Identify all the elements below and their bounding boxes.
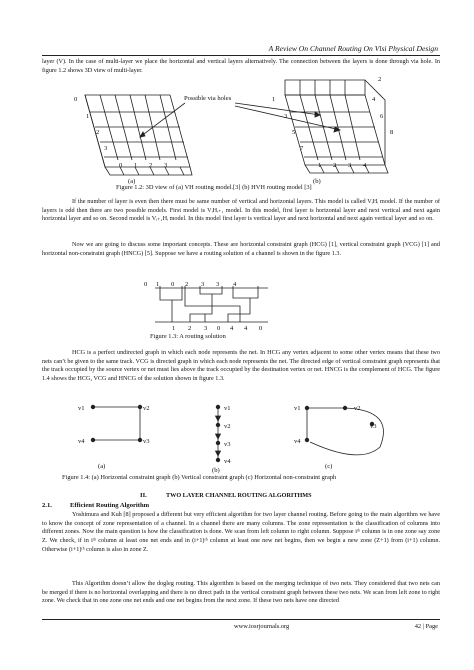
paragraph-layer-models: If the number of layer is even then there must be same number of vertical and horizontal layers. This model is called VᵢHᵢ model. If the number of layers is odd then there are two possible models. First model is VᵢHᵢ₊₁ model. In this model, first layer is horizontal layer and next vertical and next again horizontal layer and so on. Second model is Vᵢ₊₁Hᵢ model. In this model first layer is vertical layer and next horizontal and next again vertical layer and so on. [42,198,440,223]
hncg-v2-label: v2 [354,405,361,412]
graph-b-vcg [216,405,221,462]
bottom-net-num: 1 [172,325,176,332]
right-bottom-num: 4 [363,162,367,169]
hcg-v2-label: v2 [143,405,150,412]
bottom-net-num: 0 [259,325,263,332]
vcg-v3-label: v3 [224,441,231,448]
left-bottom-num: 0 [119,162,123,169]
right-num: 3 [284,113,288,120]
figure-1-3-caption: Figure 1.3: A routing solution [150,333,226,340]
graph-c-hncg [305,406,383,455]
figure-1-4-caption: Figure 1.4: (a) Horizontal constraint graph (b) Vertical constraint graph (c) Horizontal non-constraint graph [62,474,337,481]
bottom-net-num: 0 [217,325,221,332]
left-num: 3 [104,145,108,152]
footer-page: 42 | Page [414,623,438,630]
subsection-number: 2.1. [42,502,52,509]
top-net-num: 3 [201,281,205,288]
vcg-v1-label: v1 [224,405,231,412]
graph-c-label: (c) [325,463,333,470]
paragraph-algorithm-zones: Yoshimura and Kuh [8] proposed a different but very efficient algorithm for two layer channel routing. Before going to the main algorithm we have to know the concept of zone representation of a channel. In a channel there are many columns. The zone representation is the classification of columns into different zones. Now the main question is how the classification is done. We scan from left column to right column. Suppose iᵗʰ column is in one zone say zone Z. We check, if in iᵗʰ column at least one net ends and in (i+1)ᵗʰ column at least one new net begins, then we begin a new zone (Z+1) from (i+1) column. Otherwise (i+1)ᵗʰ column is also in zone Z. [42,511,440,553]
subsection-title: Efficient Routing Algorithm [70,502,150,509]
right-num: 6 [380,113,384,120]
section-title: TWO LAYER CHANNEL ROUTING ALGORITHMS [166,492,312,499]
right-num: 1 [272,96,276,103]
right-num: 7 [300,145,304,152]
left-bottom-num: 2 [149,162,153,169]
hcg-v4-label: v4 [78,438,85,445]
hcg-v3-label: v3 [143,438,150,445]
right-num: 8 [390,129,394,136]
top-net-num: 0 [171,281,175,288]
right-num: 4 [372,96,376,103]
right-bottom-num: 1 [318,162,322,169]
footer-site: www.iosrjournals.org [234,623,290,630]
left-num: 2 [96,129,100,136]
right-bottom-num: 3 [348,162,352,169]
hcg-v1-label: v1 [78,405,85,412]
hncg-v3-label: v3 [370,423,377,430]
bottom-net-num: 3 [204,325,208,332]
left-bottom-num: 3 [164,162,168,169]
graph-b-label: (b) [212,467,220,474]
via-holes-label: Possible via holes [184,95,232,102]
graph-a-label: (a) [98,463,106,470]
hncg-v1-label: v1 [294,405,301,412]
paragraph-algorithm-merging: This Algorithm doesn’t allow the dogleg routing. This algorithm is based on the merging technique of two nets. They considered that two nets can be merged if there is no horizontal overlapping and there is no direct path in the vertical constraint graph between these two nets. We scan from left zone to right zone. We check that in one zone one net ends and one net begins from the next zone. If these two nets have one directed [42,580,440,605]
subfigure-a-label: (a) [128,178,136,185]
figure-1-2-caption: Figure 1.2: 3D view of (a) VH routing model.[3] (b) HVH routing model [3] [116,184,312,191]
right-num: 2 [378,76,382,83]
graph-a-hcg [91,405,142,442]
top-net-num: 2 [185,281,189,288]
paragraph-hcg: HCG is a perfect undirected graph in which each node represents the net. In HCG any vertex adjacent to some other vertex means that these two nets can’t be given to the same track. VCG is directed graph in which each node represents the net. The directed edge of vertical constraint graph represents that the track occupied by the source vertex or net must lies above the track occupied by the destination vertex or net. HNCG is the complement of HCG. The figure 1.4 shows the HCG, VCG and HNCG of the solution shown in figure 1.3. [42,349,440,383]
running-header: A Review On Channel Routing On Vlsi Physical Design [268,44,438,53]
bottom-net-num: 4 [244,325,248,332]
left-num: 1 [86,113,90,120]
top-net-num: 0 [144,281,148,288]
bottom-net-num: 4 [230,325,234,332]
section-number: II. [140,492,147,499]
left-num: 0 [74,96,78,103]
top-net-num: 1 [156,281,160,288]
left-bottom-num: 1 [134,162,138,169]
vcg-v4-label: v4 [224,458,231,465]
subfigure-b-label: (b) [313,178,321,185]
top-net-num: 3 [216,281,220,288]
right-bottom-num: 2 [333,162,337,169]
paragraph-multilayer: layer (V). In the case of multi-layer we place the horizontal and vertical layers alternatively. The connection between the layers is done through via hole. In figure 1.2 shows 3D view of multi-layer. [42,58,440,74]
top-net-num: 4 [233,281,237,288]
right-num: 5 [292,129,296,136]
vcg-v2-label: v2 [224,423,231,430]
hncg-v4-label: v4 [294,438,301,445]
footer-rule [42,619,440,620]
paragraph-concepts: Now we are going to discuss some important concepts. These are horizontal constraint graph (HCG) [1], vertical constraint graph (VCG) [1] and horizontal non-constraint graph (HNCG) [5]. Suppose we have a routing solution of a channel is shown in the figure 1.3. [42,241,440,257]
bottom-net-num: 2 [188,325,192,332]
